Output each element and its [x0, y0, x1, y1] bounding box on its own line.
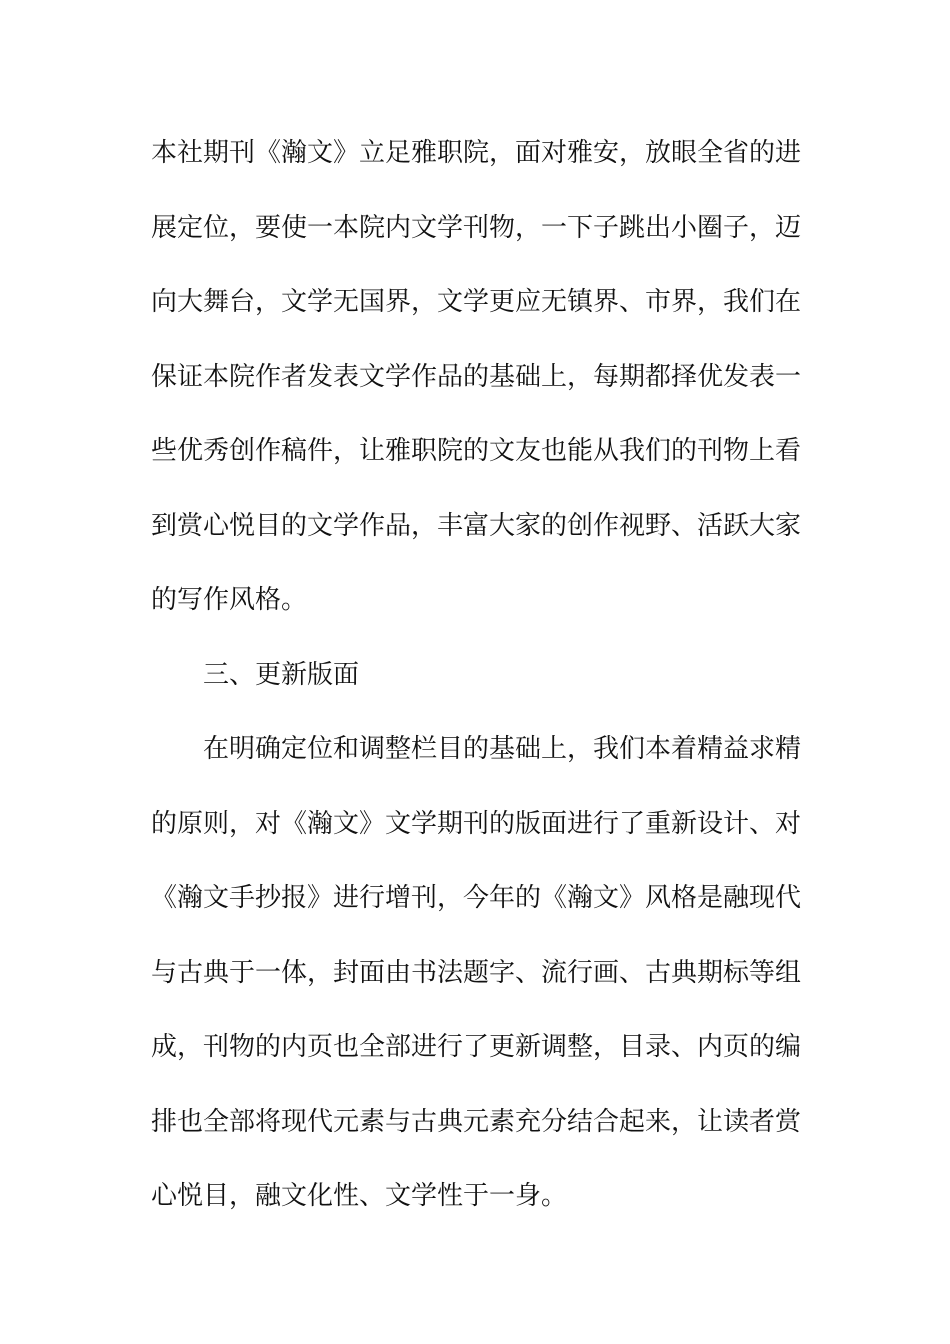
paragraph-line-first: 在明确定位和调整栏目的基础上，我们本着精益求精 — [203, 734, 802, 764]
paragraph-line-last: 心悦目，融文化性、文学性于一身。 — [151, 1181, 568, 1211]
paragraph-line: 《瀚文手抄报》进行增刊，今年的《瀚文》风格是融现代 — [151, 883, 802, 913]
paragraph-line: 到赏心悦目的文学作品，丰富大家的创作视野、活跃大家 — [151, 510, 802, 541]
paragraph-line: 保证本院作者发表文学作品的基础上，每期都择优发表一 — [151, 361, 802, 392]
paragraph-line: 本社期刊《瀚文》立足雅职院，面对雅安，放眼全省的进 — [151, 138, 802, 168]
section-heading: 三、更新版面 — [203, 659, 360, 690]
paragraph-line: 与古典于一体，封面由书法题字、流行画、古典期标等组 — [151, 957, 802, 988]
paragraph-line-last: 的写作风格。 — [151, 585, 308, 615]
paragraph-line: 展定位，要使一本院内文学刊物，一下子跳出小圈子，迈 — [151, 212, 802, 243]
paragraph-line: 的原则，对《瀚文》文学期刊的版面进行了重新设计、对 — [151, 808, 802, 839]
paragraph-line: 成，刊物的内页也全部进行了更新调整，目录、内页的编 — [151, 1032, 802, 1062]
paragraph-line: 些优秀创作稿件，让雅职院的文友也能从我们的刊物上看 — [151, 436, 802, 466]
paragraph-line: 向大舞台，文学无国界，文学更应无镇界、市界，我们在 — [151, 287, 802, 317]
paragraph-line: 排也全部将现代元素与古典元素充分结合起来，让读者赏 — [151, 1106, 802, 1137]
document-body — [151, 128, 802, 1246]
